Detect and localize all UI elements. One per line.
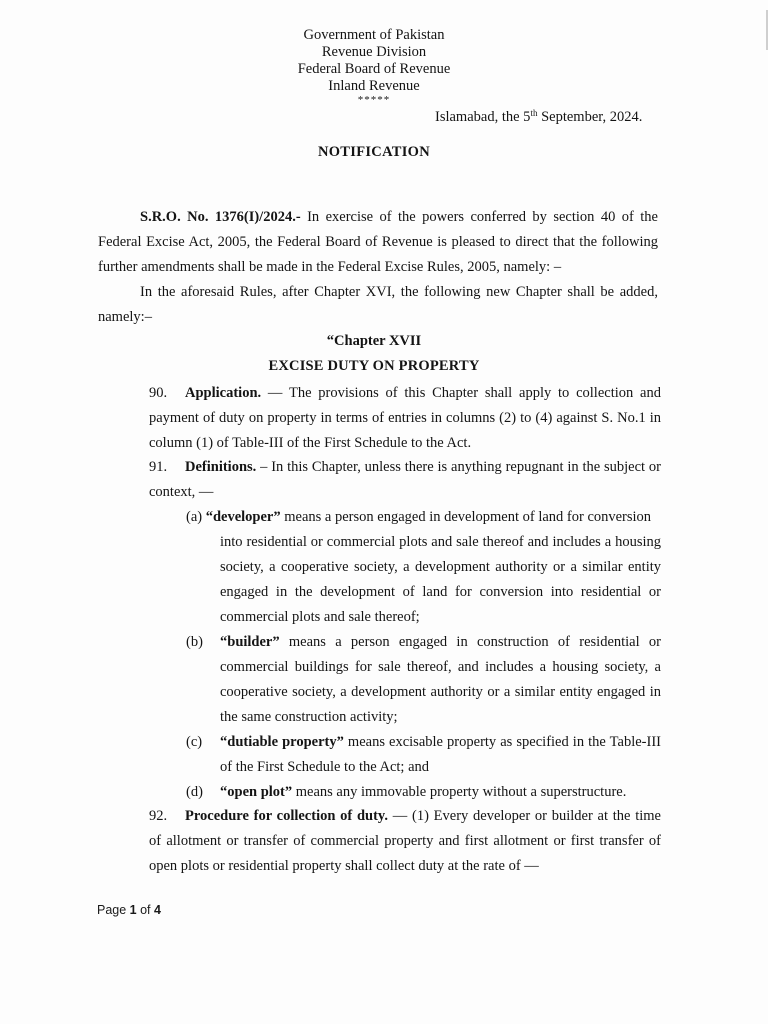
definition-open-plot xyxy=(186,780,661,805)
definition-d-text: means any immovable property without a superstructure. xyxy=(292,784,627,800)
date-prefix: Islamabad, the 5 xyxy=(435,109,531,125)
rule-90 xyxy=(149,381,661,456)
sro-number: S.R.O. No. 1376(I)/2024.- xyxy=(140,209,301,225)
definition-c-term: “dutiable property” xyxy=(220,734,344,750)
rule-90-heading: Application. xyxy=(185,385,262,401)
definition-a-term: “developer” xyxy=(205,509,281,525)
page-footer xyxy=(97,903,161,917)
date-suffix: September, 2024. xyxy=(537,109,643,125)
definition-developer xyxy=(186,505,661,630)
letterhead-board: Federal Board of Revenue xyxy=(297,61,451,77)
letterhead-wing: Inland Revenue xyxy=(328,78,420,94)
sro-text: In exercise of the powers conferred by section 40 of the Federal Excise Act, 2005, the Federal Board of Revenue is pleased to direct that the following further amendments shall be made in the Federal Excise Rules, 2005, namely: – xyxy=(98,209,658,275)
aforesaid-paragraph: In the aforesaid Rules, after Chapter XVI, the following new Chapter shall be added, namely:– xyxy=(98,284,658,325)
rule-92 xyxy=(149,804,661,879)
footer-page-total: 4 xyxy=(154,903,161,917)
definition-a-rest: into residential or commercial plots and sale thereof and includes a housing society, a cooperative society, a development authority or a similar entity engaged in the development of land for conversion into residential or commercial plots and sale thereof; xyxy=(220,534,661,625)
chapter-title: “Chapter XVII xyxy=(326,333,422,349)
letterhead-division: Revenue Division xyxy=(321,44,427,60)
chapter-subtitle: EXCISE DUTY ON PROPERTY xyxy=(268,358,480,374)
definition-dutiable-property xyxy=(186,730,661,780)
definition-b-content xyxy=(220,630,661,730)
letterhead-government: Government of Pakistan xyxy=(303,27,445,43)
definition-b-marker: (b) xyxy=(186,634,203,650)
definition-d-marker: (d) xyxy=(186,784,203,800)
definition-a-first-line xyxy=(186,505,661,530)
letterhead xyxy=(0,27,748,106)
rule-90-number: 90. xyxy=(149,385,168,401)
definition-c-content xyxy=(220,730,661,780)
definition-d-term: “open plot” xyxy=(220,784,293,800)
footer-of-word: of xyxy=(136,903,154,917)
rule-90-text: — The provisions of this Chapter shall apply to collection and payment of duty on property in terms of entries in columns (2) to (4) against S. No.1 in column (1) of Table-III of the First Schedule to the Act. xyxy=(149,385,661,451)
letterhead-stars: ***** xyxy=(357,94,391,106)
definition-c-marker: (c) xyxy=(186,734,203,750)
definition-b-term: “builder” xyxy=(220,634,280,650)
notification-title: NOTIFICATION xyxy=(317,144,431,160)
definition-c-text: means excisable property as specified in the Table-III of the First Schedule to the Act; and xyxy=(220,734,661,775)
sro-paragraph xyxy=(98,205,658,280)
rule-91-number: 91. xyxy=(149,459,168,475)
rule-92-text: — (1) Every developer or builder at the time of allotment or transfer of commercial property and first allotment or first transfer of open plots or residential property shall collect duty at the rate of — xyxy=(149,808,661,874)
date-ordinal: th xyxy=(530,108,538,118)
issue-date xyxy=(435,108,642,126)
definition-b-text: means a person engaged in construction of residential or commercial buildings for sale thereof, and includes a housing society, a cooperative society, a development authority or a similar entity engaged in the same construction activity; xyxy=(220,634,661,725)
rule-91-text: – In this Chapter, unless there is anything repugnant in the subject or context, — xyxy=(149,459,661,500)
rule-92-number: 92. xyxy=(149,808,168,824)
definition-a-first: means a person engaged in development of land for conversion xyxy=(280,509,652,525)
rule-92-heading: Procedure for collection of duty. xyxy=(185,808,389,824)
definition-a-marker: (a) xyxy=(186,509,203,525)
rule-91 xyxy=(149,455,661,505)
footer-page-word: Page xyxy=(97,903,130,917)
rule-91-heading: Definitions. xyxy=(185,459,257,475)
footer-page-number: 1 xyxy=(129,903,137,917)
definition-d-content xyxy=(220,780,661,805)
definition-builder xyxy=(186,630,661,730)
